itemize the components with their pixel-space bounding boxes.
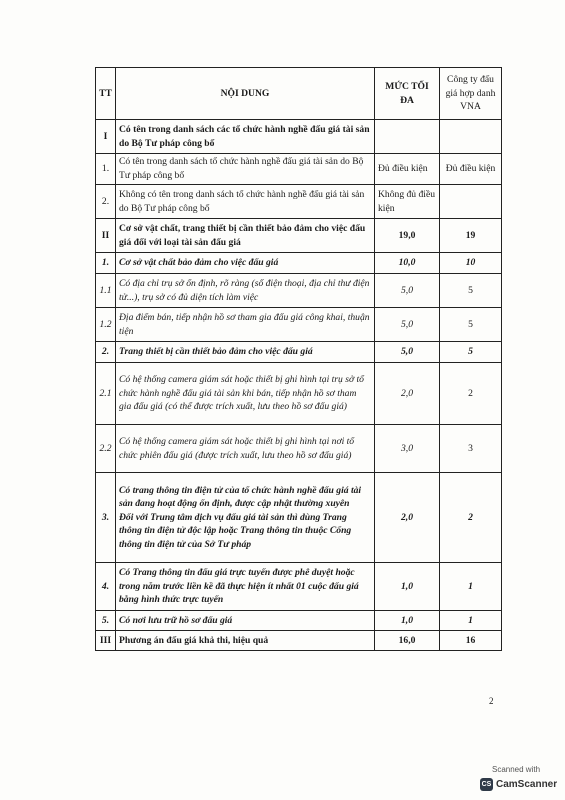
row-content: Phương án đấu giá khả thi, hiệu quả (116, 631, 375, 651)
row-max-score: 1,0 (375, 563, 440, 611)
header-tt: TT (96, 68, 116, 120)
row-content: Có tên trong danh sách tổ chức hành nghề đấu giá tài sản do Bộ Tư pháp công bố (116, 154, 375, 185)
header-cong-ty-vna: Công ty đấu giá hợp danh VNA (440, 68, 502, 120)
row-max-score: Đủ điều kiện (375, 154, 440, 185)
row-vna-score (440, 185, 502, 219)
row-tt: 1.1 (96, 274, 116, 308)
row-content: Không có tên trong danh sách tổ chức hành nghề đấu giá tài sản do Bộ Tư pháp công bố (116, 185, 375, 219)
row-tt: II (96, 219, 116, 253)
row-vna-score: 16 (440, 631, 502, 651)
row-vna-score: 3 (440, 425, 502, 473)
row-vna-score: 5 (440, 274, 502, 308)
table-row (96, 473, 502, 563)
row-content: Có tên trong danh sách các tổ chức hành nghề đấu giá tài sản do Bộ Tư pháp công bố (116, 120, 375, 154)
row-content: Có hệ thống camera giám sát hoặc thiết bị ghi hình tại trụ sở tổ chức hành nghề đấu giá tài sản khi bán, tiếp nhận hồ sơ tham gia đấu giá (có thể được trích xuất, lưu theo hồ sơ đấu giá) (116, 363, 375, 425)
row-max-score: 16,0 (375, 631, 440, 651)
row-tt: 1. (96, 253, 116, 274)
row-vna-score: 10 (440, 253, 502, 274)
row-content (116, 473, 375, 563)
table-row (96, 185, 502, 219)
row-content: Có hệ thống camera giám sát hoặc thiết bị ghi hình tại nơi tổ chức phiên đấu giá (được trích xuất, lưu theo hồ sơ đấu giá) (116, 425, 375, 473)
row-vna-score: 19 (440, 219, 502, 253)
row-vna-score: 1 (440, 563, 502, 611)
row-tt: 2.1 (96, 363, 116, 425)
camscanner-app-name: CamScanner (496, 779, 558, 790)
row-vna-score: Đủ điều kiện (440, 154, 502, 185)
row-vna-score: 5 (440, 342, 502, 363)
table-row (96, 253, 502, 274)
row-tt: 4. (96, 563, 116, 611)
row-tt: III (96, 631, 116, 651)
row-content: Trang thiết bị cần thiết bảo đảm cho việc đấu giá (116, 342, 375, 363)
table-row (96, 425, 502, 473)
row-max-score: 2,0 (375, 363, 440, 425)
scanned-with-label: Scanned with (492, 765, 541, 774)
table-row (96, 154, 502, 185)
row-tt: I (96, 120, 116, 154)
row-vna-score: 1 (440, 611, 502, 631)
page-number: 2 (489, 696, 494, 706)
row-tt: 2.2 (96, 425, 116, 473)
table-row (96, 219, 502, 253)
table-row (96, 274, 502, 308)
table-row (96, 342, 502, 363)
table-row (96, 631, 502, 651)
row-max-score: 2,0 (375, 473, 440, 563)
row-max-score: 5,0 (375, 342, 440, 363)
row-max-score: 10,0 (375, 253, 440, 274)
header-noi-dung: NỘI DUNG (116, 68, 375, 120)
row-max-score: Không đủ điều kiện (375, 185, 440, 219)
row-content-main: Có trang thông tin điện tử của tổ chức hành nghề đấu giá tài sản đang hoạt động ổn định, được cập nhật thường xuyên (119, 484, 362, 510)
header-muc-toi-da: MỨC TỐI ĐA (375, 68, 440, 120)
row-tt: 5. (96, 611, 116, 631)
row-content: Cơ sở vật chất bảo đảm cho việc đấu giá (116, 253, 375, 274)
row-content-note: Đối với Trung tâm dịch vụ đấu giá tài sản thì dùng Trang thông tin điện tử độc lập hoặc Trang thông tin thuộc Cổng thông tin điện tử của Sở Tư pháp (119, 511, 352, 550)
row-content: Cơ sở vật chất, trang thiết bị cần thiết bảo đảm cho việc đấu giá đối với loại tài sản đấu giá (116, 219, 375, 253)
row-max-score: 19,0 (375, 219, 440, 253)
row-max-score: 5,0 (375, 274, 440, 308)
row-tt: 1.2 (96, 308, 116, 342)
table-row (96, 308, 502, 342)
row-tt: 3. (96, 473, 116, 563)
row-tt: 2. (96, 185, 116, 219)
row-vna-score: 5 (440, 308, 502, 342)
row-content: Địa điểm bán, tiếp nhận hồ sơ tham gia đấu giá công khai, thuận tiện (116, 308, 375, 342)
row-max-score: 1,0 (375, 611, 440, 631)
row-vna-score: 2 (440, 363, 502, 425)
row-content: Có nơi lưu trữ hồ sơ đấu giá (116, 611, 375, 631)
row-vna-score: 2 (440, 473, 502, 563)
row-max-score: 5,0 (375, 308, 440, 342)
row-content: Có Trang thông tin đấu giá trực tuyến được phê duyệt hoặc trong năm trước liền kề đã thực hiện ít nhất 01 cuộc đấu giá bằng hình thức trực tuyến (116, 563, 375, 611)
row-content: Có địa chỉ trụ sở ổn định, rõ ràng (số điện thoại, địa chỉ thư điện tử...), trụ sở có đủ diện tích làm việc (116, 274, 375, 308)
row-vna-score (440, 120, 502, 154)
table-row (96, 120, 502, 154)
row-tt: 2. (96, 342, 116, 363)
row-max-score: 3,0 (375, 425, 440, 473)
table-row (96, 611, 502, 631)
camscanner-watermark (474, 762, 565, 800)
table-header-row (96, 68, 502, 120)
table-row (96, 563, 502, 611)
evaluation-table (95, 67, 502, 651)
table-row (96, 363, 502, 425)
row-tt: 1. (96, 154, 116, 185)
camscanner-logo-icon: CS (480, 778, 493, 791)
row-max-score (375, 120, 440, 154)
